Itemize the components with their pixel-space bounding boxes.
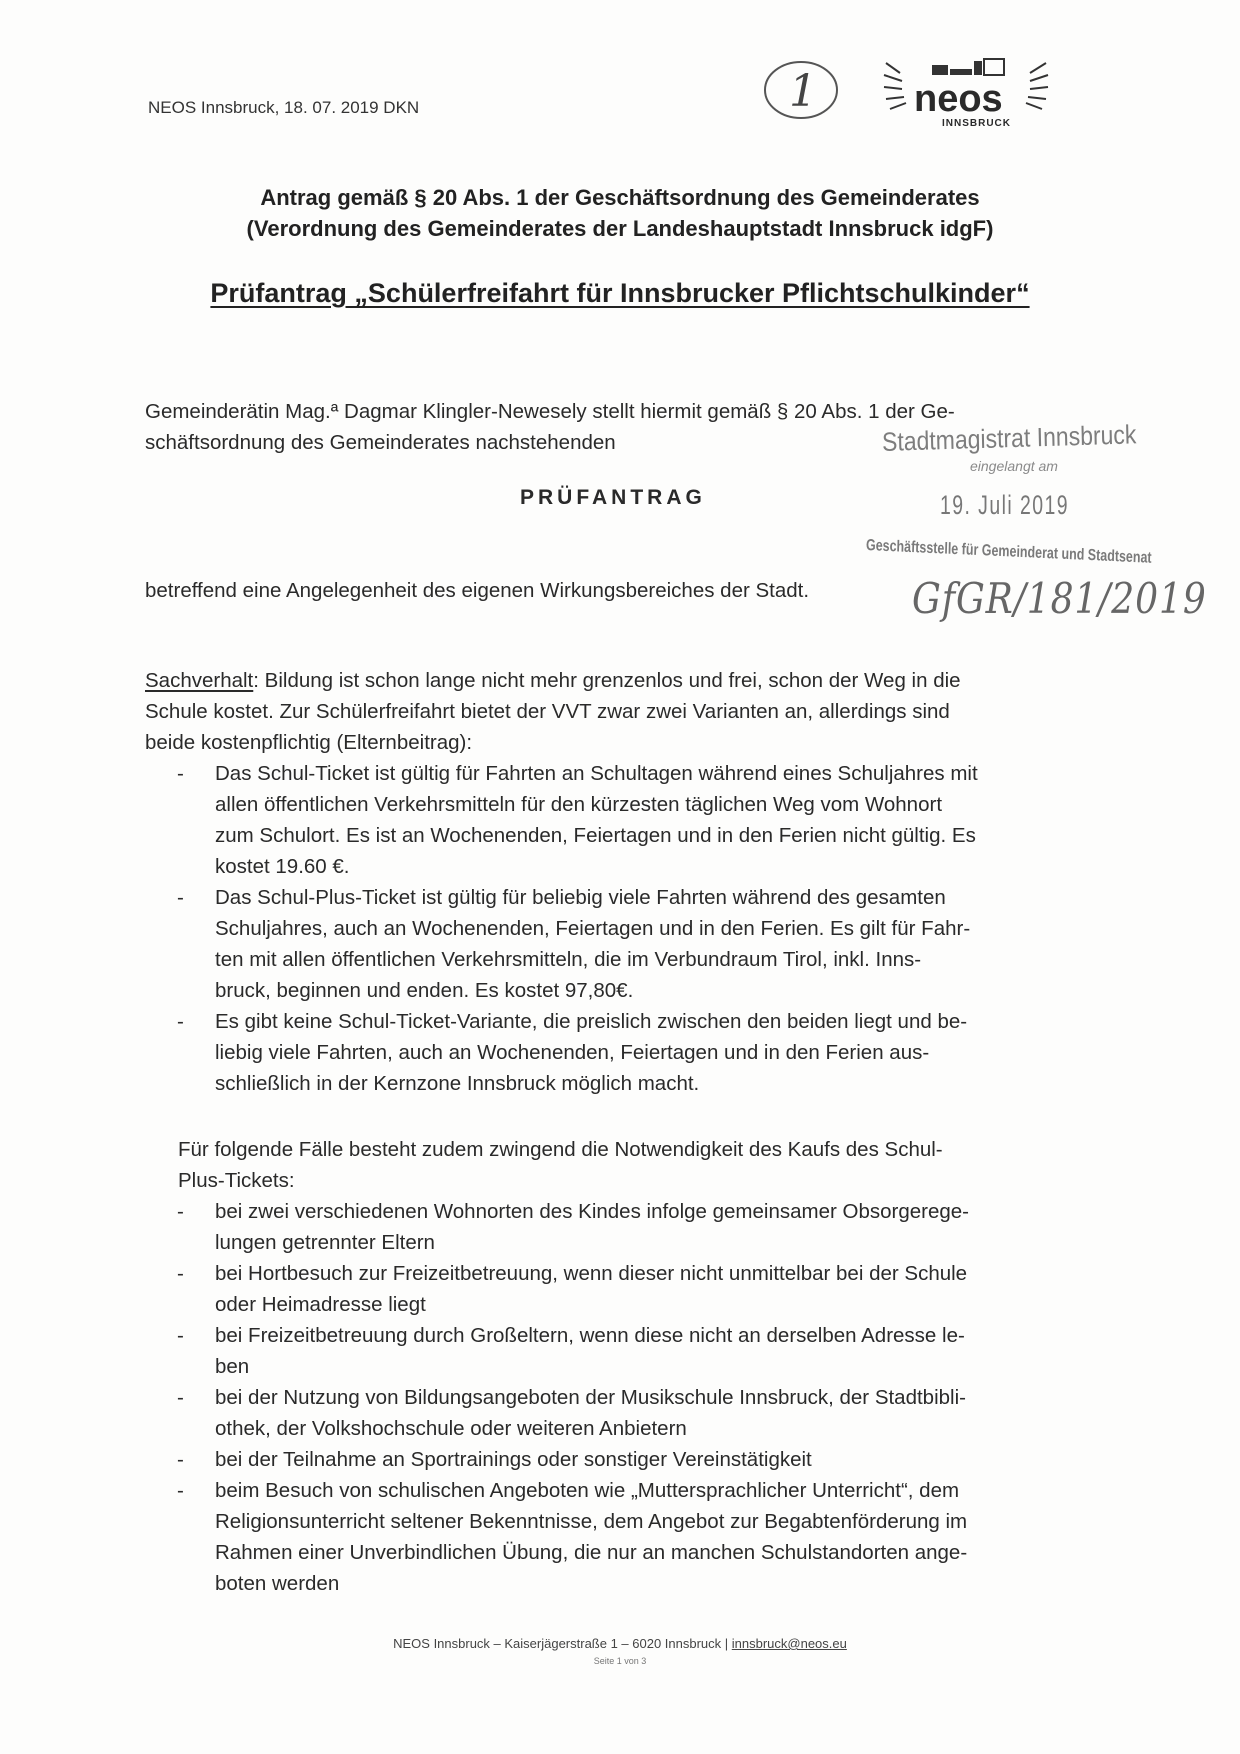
- list-item-line: ten mit allen öffentlichen Verkehrsmitteln, die im Verbundraum Tirol, inkl. Inns-: [215, 948, 922, 971]
- list-item: [145, 1382, 1085, 1444]
- footer-address: NEOS Innsbruck – Kaiserjägerstraße 1 – 6020 Innsbruck |: [393, 1636, 732, 1651]
- list-item-line: schließlich in der Kernzone Innsbruck möglich macht.: [215, 1072, 700, 1095]
- footer-email-link[interactable]: innsbruck@neos.eu: [731, 1636, 847, 1651]
- list-item-line: lungen getrennter Eltern: [215, 1231, 435, 1254]
- list-dash: -: [177, 1262, 184, 1285]
- antrag-label: PRÜFANTRAG: [520, 486, 706, 509]
- list-item-line: bruck, beginnen und enden. Es kostet 97,80€.: [215, 979, 634, 1002]
- logo-subtext: INNSBRUCK: [942, 118, 1011, 129]
- list-item-line: zum Schulort. Es ist an Wochenenden, Feiertagen und in den Ferien nicht gültig. Es: [215, 824, 976, 847]
- list-item: [145, 1196, 1085, 1258]
- sachverhalt-label: Sachverhalt: [145, 669, 254, 692]
- list-dash: -: [177, 1448, 184, 1471]
- list-dash: -: [177, 1324, 184, 1347]
- document-subtitle: [140, 278, 1100, 309]
- cases-list: [145, 1196, 1085, 1599]
- list-item: [145, 882, 1085, 1006]
- list-item-line: bei zwei verschiedenen Wohnorten des Kindes infolge gemeinsamer Obsorgerege-: [215, 1200, 969, 1223]
- list-item-line: boten werden: [215, 1572, 340, 1595]
- sachverhalt-line-1: : Bildung ist schon lange nicht mehr grenzenlos und frei, schon der Weg in die: [253, 669, 961, 692]
- list-dash: -: [177, 1010, 184, 1033]
- list-item-line: Es gibt keine Schul-Ticket-Variante, die preislich zwischen den beiden liegt und be-: [215, 1010, 968, 1033]
- logo-wing-left-icon: [884, 63, 906, 109]
- logo-wordmark: neos: [914, 78, 1003, 120]
- stamp-department: Geschäftsstelle für Gemeinderat und Stadtsenat: [865, 537, 1152, 567]
- stamp-received-label: eingelangt am: [970, 458, 1058, 474]
- handwritten-reference-number: GfGR/181/2019: [912, 574, 1207, 623]
- list-item: [145, 1258, 1085, 1320]
- list-dash: -: [177, 1200, 184, 1223]
- sachverhalt-line-2: Schule kostet. Zur Schülerfreifahrt bietet der VVT zwar zwei Varianten an, allerdings sind: [145, 700, 950, 723]
- subtitle-text: Prüfantrag „Schülerfreifahrt für Innsbrucker Pflichtschulkinder“: [210, 278, 1030, 308]
- list-item-line: allen öffentlichen Verkehrsmitteln für den kürzesten täglichen Weg vom Wohnort: [215, 793, 943, 816]
- list-item-line: Das Schul-Ticket ist gültig für Fahrten an Schultagen während eines Schuljahres mit: [215, 762, 978, 785]
- intro-line-1: Gemeinderätin Mag.ª Dagmar Klingler-Newesely stellt hiermit gemäß § 20 Abs. 1 der Ge-: [145, 400, 955, 423]
- document-title: [140, 182, 1100, 244]
- list-item-line: liebig viele Fahrten, auch an Wochenenden, Feiertagen und in den Ferien aus-: [215, 1041, 930, 1064]
- list-item-line: bei der Teilnahme an Sportrainings oder sonstiger Vereinstätigkeit: [215, 1448, 812, 1471]
- list-item: [145, 1006, 1085, 1099]
- list-dash: -: [177, 886, 184, 909]
- list-item-line: kostet 19.60 €.: [215, 855, 350, 878]
- list-item: [145, 1475, 1085, 1599]
- sachverhalt-line-3: beide kostenpflichtig (Elternbeitrag):: [145, 731, 473, 754]
- betreffend-paragraph: betreffend eine Angelegenheit des eigenen Wirkungsbereiches der Stadt.: [145, 579, 810, 602]
- list-item-line: bei der Nutzung von Bildungsangeboten der Musikschule Innsbruck, der Stadtbibli-: [215, 1386, 966, 1409]
- list-item: [145, 1444, 1085, 1475]
- intro-line-2: schäftsordnung des Gemeinderates nachstehenden: [145, 431, 616, 454]
- list-item-line: bei Hortbesuch zur Freizeitbetreuung, wenn dieser nicht unmittelbar bei der Schule: [215, 1262, 968, 1285]
- list-dash: -: [177, 1386, 184, 1409]
- handwritten-page-number-annotation: [757, 54, 847, 124]
- list-item-line: Schuljahres, auch an Wochenenden, Feiertagen und in den Ferien. Es gilt für Fahr-: [215, 917, 971, 940]
- faelle-line-2: Plus-Tickets:: [178, 1169, 295, 1192]
- stamp-office: Stadtmagistrat Innsbruck: [881, 419, 1137, 457]
- list-dash: -: [177, 762, 184, 785]
- page-number: Seite 1 von 3: [593, 1656, 647, 1666]
- logo-city-skyline-icon: [932, 59, 1004, 75]
- stamp-date: 19. Juli 2019: [940, 490, 1069, 520]
- list-item-line: Religionsunterricht seltener Bekenntnisse, dem Angebot zur Begabtenförderung im: [215, 1510, 968, 1533]
- list-item-line: othek, der Volkshochschule oder weiteren Anbietern: [215, 1417, 687, 1440]
- page-footer: [0, 1636, 1240, 1651]
- list-item-line: Das Schul-Plus-Ticket ist gültig für beliebig viele Fahrten während des gesamten: [215, 886, 946, 909]
- faelle-line-1: Für folgende Fälle besteht zudem zwingend die Notwendigkeit des Kaufs des Schul-: [178, 1138, 943, 1161]
- list-item-line: oder Heimadresse liegt: [215, 1293, 426, 1316]
- list-dash: -: [177, 1479, 184, 1502]
- faelle-paragraph: [178, 1134, 1058, 1196]
- list-item-line: beim Besuch von schulischen Angeboten wie „Muttersprachlicher Unterricht“, dem: [215, 1479, 960, 1502]
- annotation-number: 1: [789, 66, 817, 117]
- neos-innsbruck-logo: [880, 55, 1052, 135]
- ticket-variants-list: [145, 758, 1085, 1099]
- list-item-line: bei Freizeitbetreuung durch Großeltern, wenn diese nicht an derselben Adresse le-: [215, 1324, 965, 1347]
- document-header-line: NEOS Innsbruck, 18. 07. 2019 DKN: [148, 98, 420, 117]
- title-line-2: (Verordnung des Gemeinderates der Landeshauptstadt Innsbruck idgF): [246, 216, 994, 241]
- list-item-line: Rahmen einer Unverbindlichen Übung, die nur an manchen Schulstandorten ange-: [215, 1541, 968, 1564]
- logo-wing-right-icon: [1026, 63, 1048, 109]
- title-line-1: Antrag gemäß § 20 Abs. 1 der Geschäftsordnung des Gemeinderates: [260, 185, 980, 210]
- list-item: [145, 758, 1085, 882]
- list-item: [145, 1320, 1085, 1382]
- list-item-line: ben: [215, 1355, 250, 1378]
- sachverhalt-paragraph: [145, 665, 1065, 758]
